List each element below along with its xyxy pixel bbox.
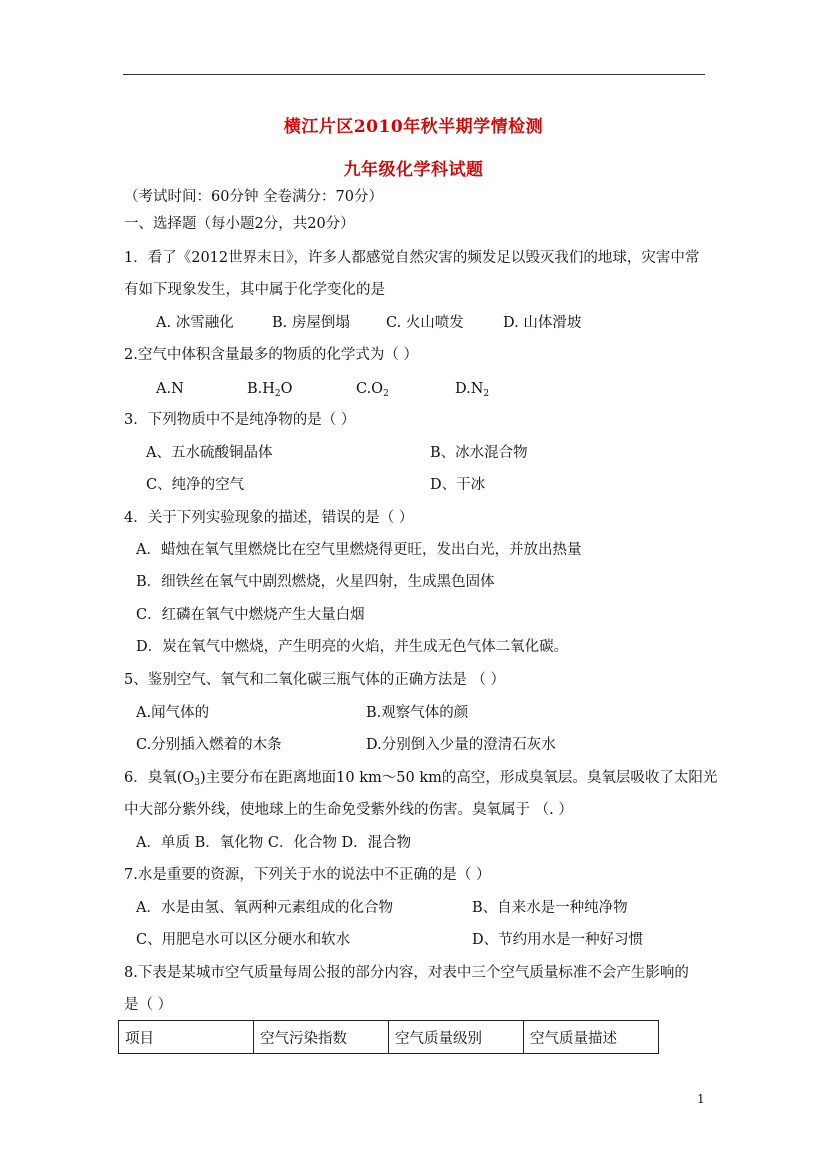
q1-option-b: B. 房屋倒塌 [272,315,350,331]
page-number: 1 [697,1092,705,1106]
q2-option-b: $B.H_2O$ [247,381,293,399]
q6-options: A．单质 B．氧化物 C．化合物 D．混合物 [136,835,412,851]
air-quality-table [118,1020,659,1054]
q1-option-c: C. 火山喷发 [386,315,464,331]
q3-option-b: B、冰水混合物 [430,445,528,461]
q4-option-d: D．炭在氧气中燃烧，产生明亮的火焰，并生成无色气体二氧化碳。 [136,639,569,655]
q7-option-b: B、自来水是一种纯净物 [472,900,628,916]
question-1-line-2: 有如下现象发生，其中属于化学变化的是 [124,282,385,298]
exam-title: 横江片区2010年秋半期学情检测 [283,117,544,137]
table-header-cell: 空气质量描述 [524,1021,659,1054]
question-6-line-1: 6．臭氧$(O_3)$主要分布在距离地面10 km～50 km的高空，形成臭氧层。臭氧层吸收了太阳光 [124,770,718,788]
exam-info: （考试时间：60分钟 全卷满分：70分） [124,189,384,205]
question-8-line-1: 8.下表是某城市空气质量每周公报的部分内容，对表中三个空气质量标准不会产生影响的 [124,965,689,981]
question-2: 2.空气中体积含量最多的物质的化学式为（ ） [124,347,418,363]
section-heading: 一、选择题（每小题2分，共20分） [124,216,355,232]
table-header-cell: 空气污染指数 [254,1021,389,1054]
q3-option-d: D、干冰 [430,477,486,493]
q1-option-a: A. 冰雪融化 [156,315,234,331]
question-6-line-2: 中大部分紫外线，使地球上的生命免受紫外线的伤害。臭氧属于 （. ） [124,802,573,818]
q3-option-c: C、纯净的空气 [146,477,245,493]
q4-option-c: C．红磷在氧气中燃烧产生大量白烟 [136,607,365,623]
q2-option-d: $D.N_2$ [455,381,490,399]
question-7: 7.水是重要的资源，下列关于水的说法中不正确的是（ ） [124,867,491,883]
question-5: 5、鉴别空气、氧气和二氧化碳三瓶气体的正确方法是 （ ） [124,672,505,688]
q3-option-a: A、五水硫酸铜晶体 [146,445,273,461]
q5-option-d: D.分别倒入少量的澄清石灰水 [366,737,556,753]
q4-option-b: B．细铁丝在氧气中剧烈燃烧，火星四射，生成黑色固体 [136,574,495,590]
table-header-cell: 项目 [119,1021,254,1054]
q7-option-d: D、节约用水是一种好习惯 [472,932,644,948]
exam-subtitle: 九年级化学科试题 [343,160,484,180]
table-header-cell: 空气质量级别 [389,1021,524,1054]
q7-option-a: A．水是由氢、氧两种元素组成的化合物 [136,900,393,916]
table-header-row [119,1021,659,1054]
q5-option-c: C.分别插入燃着的木条 [136,737,282,753]
question-8-line-2: 是（ ） [124,997,173,1013]
q4-option-a: A．蜡烛在氧气里燃烧比在空气里燃烧得更旺，发出白光，并放出热量 [136,542,582,558]
question-1-line-1: 1．看了《2012世界末日》，许多人都感觉自然灾害的频发足以毁灭我们的地球，灾害中常 [124,250,700,266]
header-rule [123,74,705,75]
q2-option-c: $C.O_2$ [356,381,389,399]
q7-option-c: C、用肥皂水可以区分硬水和软水 [136,932,351,948]
q1-option-d: D. 山体滑坡 [503,315,582,331]
question-3: 3．下列物质中不是纯净物的是（ ） [124,412,356,428]
q5-option-b: B.观察气体的颜 [366,705,469,721]
q5-option-a: A.闻气体的 [136,705,210,721]
question-4: 4．关于下列实验现象的描述，错误的是（ ） [124,510,414,526]
q2-option-a: A.N [156,381,184,397]
